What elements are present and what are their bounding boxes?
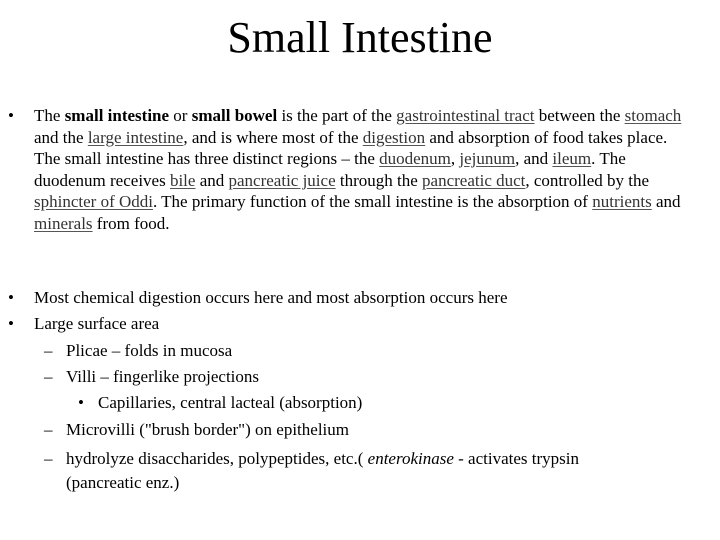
link-stomach[interactable]: stomach: [624, 106, 682, 125]
sub-bullet-microvilli: Microvilli ("brush border") on epithelium: [66, 420, 349, 439]
slide-title: Small Intestine: [227, 13, 493, 62]
link-nutrients[interactable]: nutrients: [592, 192, 652, 211]
link-pancreatic-juice[interactable]: pancreatic juice: [228, 170, 336, 190]
link-minerals[interactable]: minerals: [34, 213, 93, 233]
link-pancreatic-duct[interactable]: pancreatic duct: [422, 170, 526, 190]
link-duodenum[interactable]: duodenum: [379, 149, 451, 168]
link-sphincter-of-oddi[interactable]: sphincter of Oddi: [34, 192, 153, 211]
sub-bullet-dash: –: [44, 341, 53, 360]
link-digestion[interactable]: digestion: [362, 127, 426, 147]
bullet-dot: •: [8, 106, 14, 125]
intro-paragraph: The small intestine or small bowel is the part of the gastrointestinal tract between the stomach and the large intestine, and is where most of the digestion and absorption of food takes place. The small intestine has three distinct regions – the duodenum, jejunum, and ileum. The duodenum receives bile and pancreatic juice through the pancreatic duct, controlled by the sphincter of Oddi. The primary function of the small intestine is the absorption of nutrients and minerals from food.: [34, 106, 682, 233]
bullet-dot: •: [78, 393, 84, 412]
bullet-surface-area: Large surface area: [34, 314, 160, 333]
term-small-intestine: small intestine: [64, 106, 170, 125]
link-large-intestine[interactable]: large intestine: [87, 127, 184, 147]
bullet-dot: •: [8, 288, 14, 307]
sub-bullet-dash: –: [44, 449, 53, 468]
bullet-chemical-digestion: Most chemical digestion occurs here and most absorption occurs here: [34, 288, 508, 307]
sub-bullet-villi: Villi – fingerlike projections: [66, 367, 260, 386]
sub-sub-bullet-capillaries: Capillaries, central lacteal (absorption): [98, 393, 363, 412]
link-jejunum[interactable]: jejunum: [459, 149, 516, 168]
sub-bullet-plicae: Plicae – folds in mucosa: [66, 341, 233, 360]
term-enterokinase: enterokinase: [367, 449, 454, 468]
sub-bullet-hydrolyze-continued: (pancreatic enz.): [66, 473, 180, 492]
link-gastrointestinal-tract[interactable]: gastrointestinal tract: [396, 106, 535, 125]
sub-bullet-dash: –: [44, 420, 53, 439]
sub-bullet-hydrolyze: hydrolyze disaccharides, polypeptides, etc.( enterokinase - activates trypsin: [66, 449, 579, 468]
link-ileum[interactable]: ileum: [552, 149, 592, 168]
term-small-bowel: small bowel: [191, 106, 278, 125]
sub-bullet-dash: –: [44, 367, 53, 386]
link-bile[interactable]: bile: [169, 170, 196, 190]
bullet-dot: •: [8, 314, 14, 333]
